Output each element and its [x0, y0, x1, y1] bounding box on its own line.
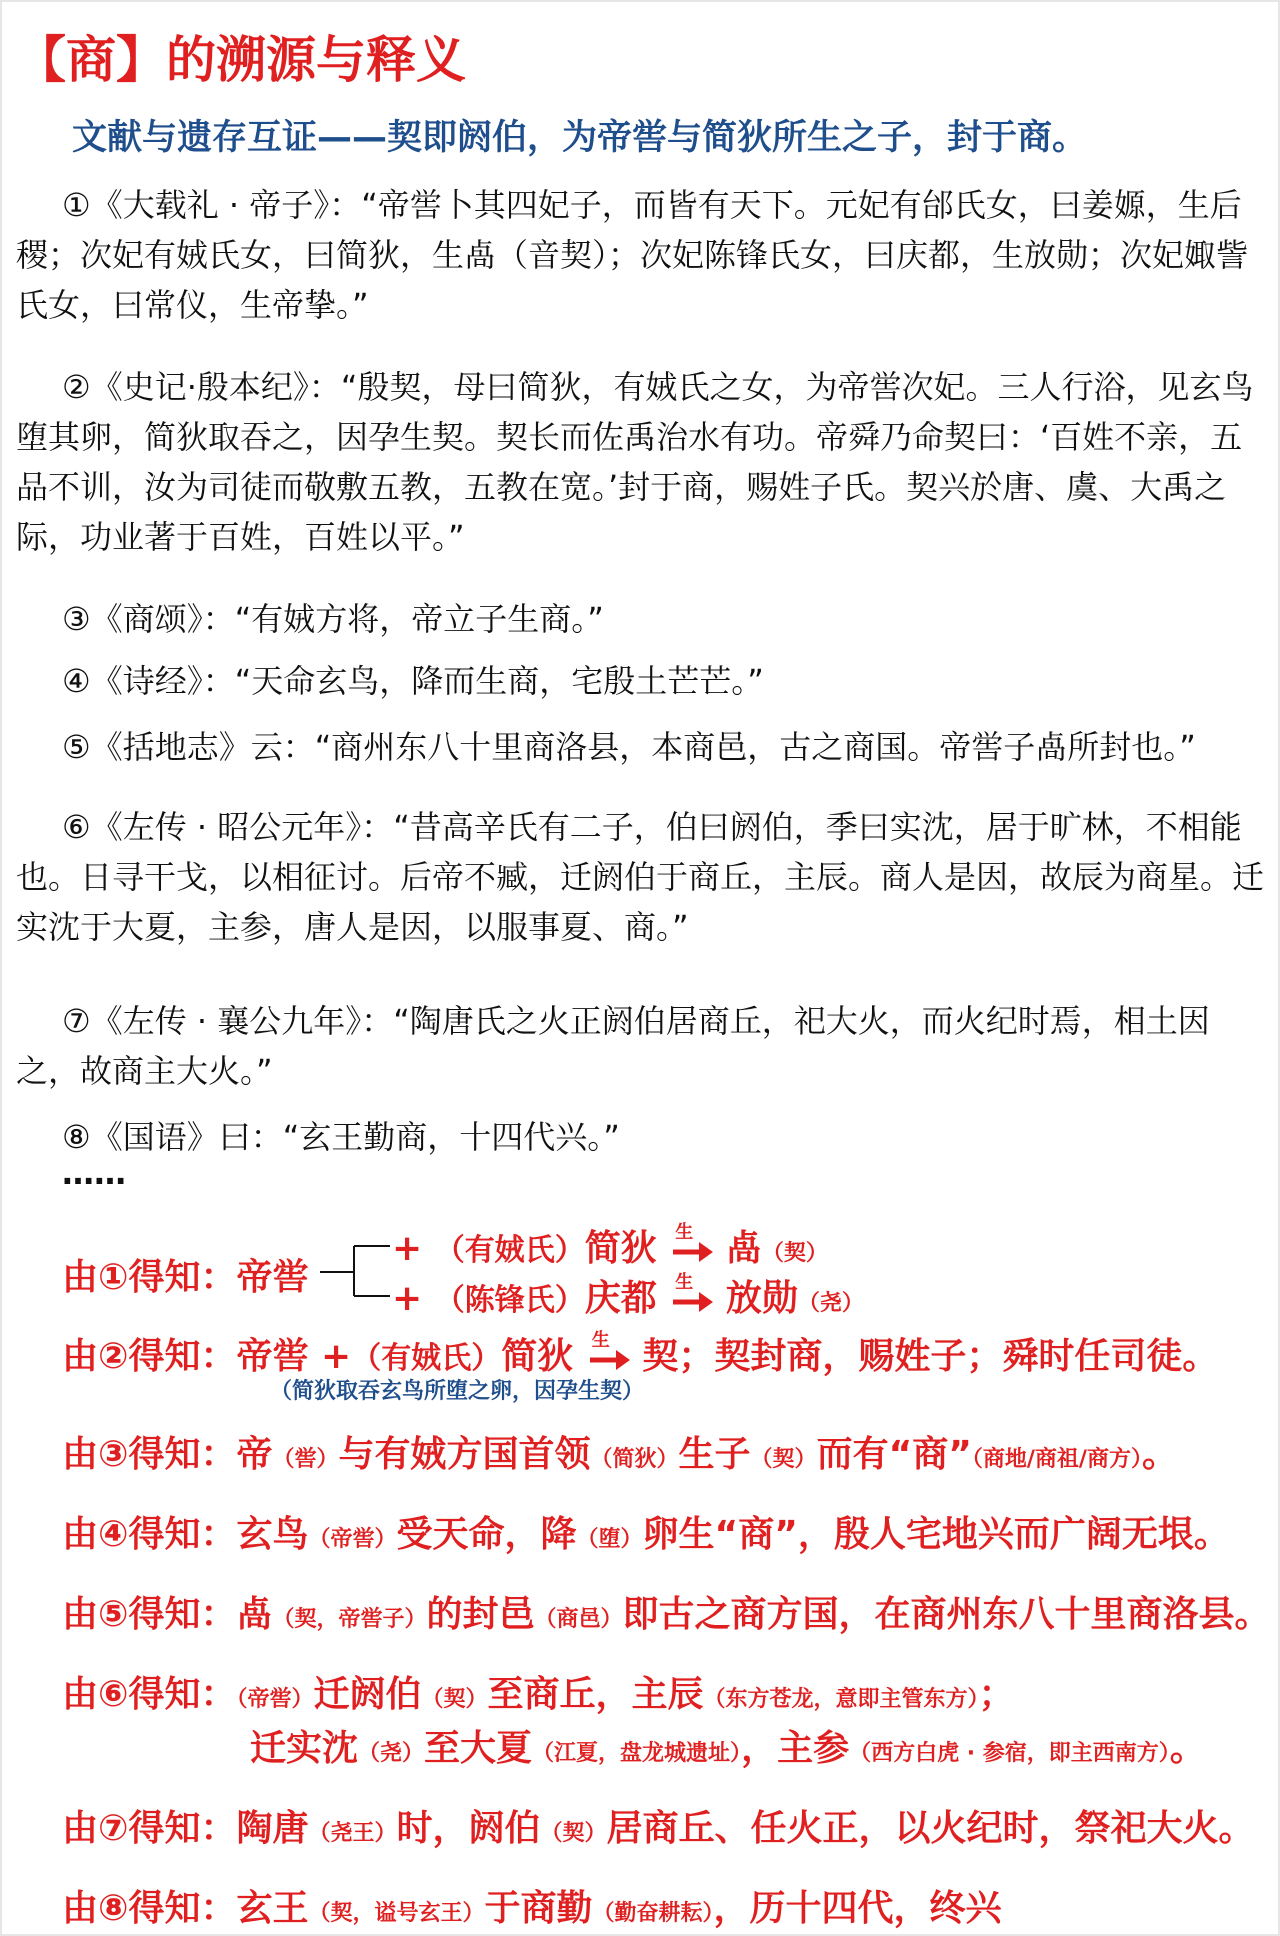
- citation-4: ④《诗经》：“天命玄鸟，降而生商，宅殷土芒芒。”: [62, 662, 764, 700]
- citation-3: ③《商颂》：“有娀方将，帝立子生商。”: [62, 600, 604, 638]
- bracket-lines: [320, 1232, 392, 1312]
- conclusion-2: 由②得知：帝喾 +（有娀氏）简狄 生 契；契封商，赐姓子；舜时任司徒。: [62, 1330, 1219, 1377]
- conclusion-4: 由④得知：玄鸟（帝喾）受天命，降（堕）卵生“商”，殷人宅地兴而广阔无垠。: [62, 1514, 1230, 1555]
- conclusion-1-branch-1: + （有娀氏）简狄 生 卨（契）: [392, 1222, 828, 1269]
- sheng-arrow-icon: 生: [669, 1232, 713, 1268]
- conclusion-1-branch-2: + （陈锋氏）庆都 生 放勋（尧）: [392, 1272, 864, 1319]
- conclusion-7: 由⑦得知：陶唐（尧王）时，阏伯（契）居商丘、任火正，以火纪时，祭祀大火。: [62, 1808, 1255, 1849]
- conclusion-6-line-2: 迁实沈（尧）至大夏（江夏，盘龙城遗址），主参（西方白虎 · 参宿，即主西南方）。: [250, 1728, 1206, 1769]
- watermark: [1137, 1898, 1267, 1928]
- conclusion-6-line-1: 由⑥得知：（帝喾）迁阏伯（契）至商丘，主辰（东方苍龙，意即主管东方）；: [62, 1674, 1015, 1715]
- ellipsis: ……: [62, 1154, 126, 1192]
- citation-7: ⑦《左传 · 襄公九年》：“陶唐氏之火正阏伯居商丘，祀大火，而火纪时焉，相土因之，故商主大火。”: [16, 1002, 1210, 1090]
- conclusion-5: 由⑤得知：卨（契，帝喾子）的封邑（商邑）即古之商方国，在商州东八十里商洛县。: [62, 1594, 1271, 1635]
- page-subtitle: 文献与遗存互证——契即阏伯，为帝喾与简狄所生之子，封于商。: [72, 118, 1088, 158]
- citation-1: ①《大载礼 · 帝子》：“帝喾卜其四妃子，而皆有天下。元妃有邰氏女，曰姜嫄，生后稷；次妃有娀氏女，曰简狄，生卨（音契）；次妃陈锋氏女，曰庆都，生放勋；次妃娵訾氏女，曰常仪，生帝挚。”: [16, 186, 1249, 324]
- citation-2: ②《史记·殷本纪》：“殷契，母曰简狄，有娀氏之女，为帝喾次妃。三人行浴，见玄鸟堕其卵，简狄取吞之，因孕生契。契长而佐禹治水有功。帝舜乃命契曰：‘百姓不亲，五品不训，汝为司徒而敬敷五教，五教在宽。’封于商，赐姓子氏。契兴於唐、虞、大禹之际，功业著于百姓，百姓以平。”: [16, 368, 1254, 556]
- conclusion-1-lead: 由①得知：帝喾: [62, 1257, 309, 1298]
- sheng-arrow-icon: 生: [586, 1340, 630, 1376]
- conclusion-2-note: （简狄取吞玄鸟所堕之卵，因孕生契）: [270, 1379, 645, 1404]
- conclusion-8: 由⑧得知：玄王（契，谥号玄王）于商勤（勤奋耕耘），历十四代，终兴: [62, 1888, 1002, 1929]
- sheng-arrow-icon: 生: [669, 1282, 713, 1318]
- page-title: 【商】的溯源与释义: [16, 31, 466, 89]
- citation-5: ⑤《括地志》云：“商州东八十里商洛县，本商邑，古之商国。帝喾子卨所封也。”: [62, 728, 1196, 766]
- citation-8: ⑧《国语》曰：“玄王勤商，十四代兴。”: [62, 1118, 620, 1156]
- conclusion-3: 由③得知：帝（喾）与有娀方国首领（简狄）生子（契）而有“商”（商地/商祖/商方）。: [62, 1434, 1178, 1475]
- citation-6: ⑥《左传 · 昭公元年》：“昔高辛氏有二子，伯曰阏伯，季曰实沈，居于旷林，不相能也。日寻干戈，以相征讨。后帝不臧，迁阏伯于商丘，主辰。商人是因，故辰为商星。迁实沈于大夏，主参，唐人是因，以服事夏、商。”: [16, 808, 1265, 946]
